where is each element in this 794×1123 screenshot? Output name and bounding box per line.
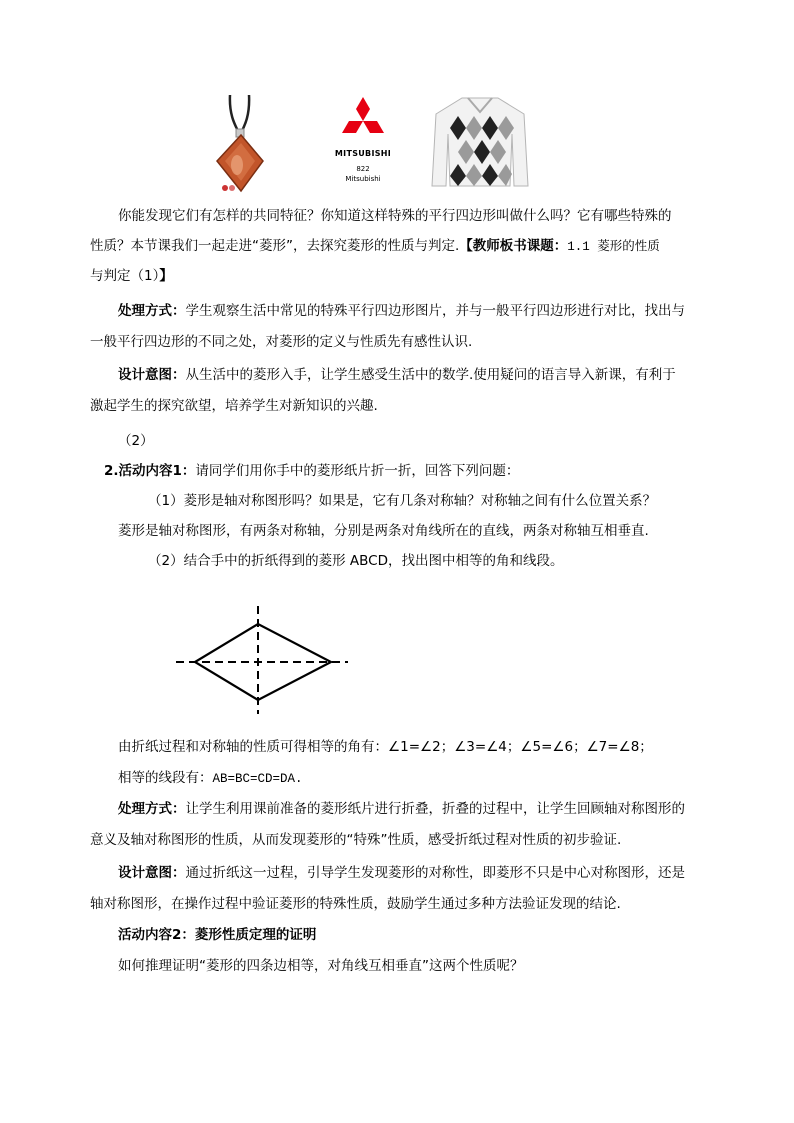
activity2-question: 如何推理证明“菱形的四条边相等，对角线互相垂直”这两个性质呢？ <box>118 958 524 974</box>
activity1-line <box>104 461 519 481</box>
logo-code: 822 <box>356 165 370 173</box>
intent2-text-1: 通过折纸这一过程，引导学生发现菱形的对称性，即菱形不只是中心对称图形，还是 <box>185 865 685 881</box>
method2-text-1: 让学生利用课前准备的菱形纸片进行折叠，折叠的过程中，让学生回顾轴对称图形的 <box>185 801 685 817</box>
intent1-line-1 <box>118 365 676 385</box>
intent1-label: 设计意图： <box>118 367 186 383</box>
intent2-label: 设计意图： <box>118 865 186 881</box>
intro-line-2-text: 性质？本节课我们一起走进“菱形”，去探究菱形的性质与判定. <box>90 238 460 254</box>
intro-line-3 <box>90 266 173 286</box>
rhombus-diagram <box>170 604 350 716</box>
intro-bracket: 】 <box>159 268 173 284</box>
step-marker: （2） <box>118 433 154 449</box>
logo-sub: Mitsubishi <box>345 175 381 183</box>
activity1-question-2: （2）结合手中的折纸得到的菱形 ABCD，找出图中相等的角和线段。 <box>148 553 564 569</box>
intent2-line-2: 轴对称图形，在操作过程中验证菱形的特殊性质，鼓励学生通过多种方法验证发现的结论. <box>90 896 621 912</box>
method1-line-2: 一般平行四边形的不同之处，对菱形的定义与性质先有感性认识. <box>90 334 473 350</box>
logo-brand: MITSUBISHI <box>334 149 392 158</box>
activity1-text: 请同学们用你手中的菱形纸片折一折，回答下列问题： <box>195 463 520 479</box>
intro-line-1: 你能发现它们有怎样的共同特征？你知道这样特殊的平行四边形叫做什么吗？它有哪些特殊的 <box>118 208 672 224</box>
method2-line-1 <box>118 799 685 819</box>
intro-board-label: 【教师板书课题： <box>459 238 568 254</box>
results-segments <box>118 768 303 789</box>
pendant-image <box>205 95 285 195</box>
intro-line-3-text: 与判定（1） <box>90 268 160 284</box>
activity1-answer-1: 菱形是轴对称图形，有两条对称轴，分别是两条对角线所在的直线，两条对称轴互相垂直. <box>118 523 649 539</box>
method1-line-1 <box>118 301 685 321</box>
intent1-line-2: 激起学生的探究欲望，培养学生对新知识的兴趣. <box>90 398 378 414</box>
intent2-line-1 <box>118 863 685 883</box>
method1-text-1: 学生观察生活中常见的特殊平行四边形图片，并与一般平行四边形进行对比，找出与 <box>185 303 685 319</box>
sweater-image <box>428 94 532 190</box>
activity1-label: 2.活动内容1： <box>104 463 196 479</box>
intent1-text-1: 从生活中的菱形入手，让学生感受生活中的数学.使用疑问的语言导入新课，有利于 <box>185 367 676 383</box>
results-segments-value: AB=BC=CD=DA. <box>212 772 303 786</box>
results-angles: 由折纸过程和对称轴的性质可得相等的角有：∠1=∠2；∠3=∠4；∠5=∠6；∠7=∠8； <box>118 739 653 755</box>
activity1-question-1: （1）菱形是轴对称图形吗？如果是，它有几条对称轴？对称轴之间有什么位置关系？ <box>148 493 657 509</box>
intro-line-2 <box>90 236 660 257</box>
method2-line-2: 意义及轴对称图形的性质，从而发现菱形的“特殊”性质，感受折纸过程对性质的初步验证. <box>90 832 622 848</box>
method2-label: 处理方式： <box>118 801 186 817</box>
method1-label: 处理方式： <box>118 303 186 319</box>
activity2-label: 活动内容2：菱形性质定理的证明 <box>118 927 317 943</box>
results-segments-label: 相等的线段有： <box>118 770 213 786</box>
mitsubishi-logo <box>330 95 396 185</box>
intro-board-title: 1.1 菱形的性质 <box>567 240 660 254</box>
